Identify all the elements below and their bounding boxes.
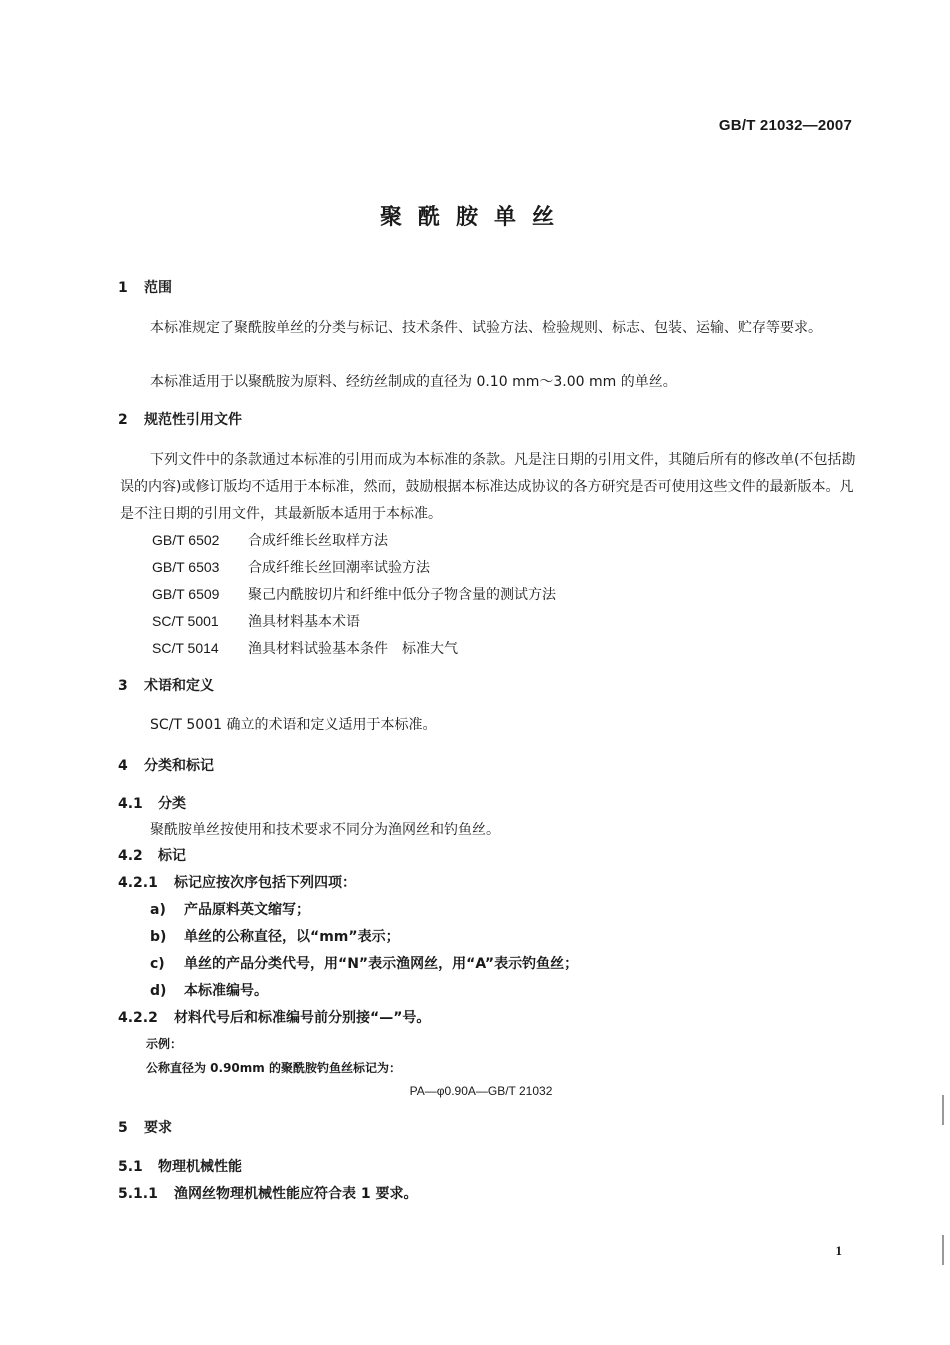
example-code: PA—φ0.90A—GB/T 21032 <box>409 1084 553 1098</box>
section-4-heading: 4 分类和标记 <box>118 758 214 774</box>
section-4-1-paragraph: 聚酰胺单丝按使用和技术要求不同分为渔网丝和钓鱼丝。 <box>150 822 500 838</box>
scan-edge-mark <box>942 1235 944 1265</box>
example-code-line <box>0 1083 950 1099</box>
scan-edge-mark <box>942 1095 944 1125</box>
page-number: 1 <box>835 1243 842 1258</box>
example-label: 示例： <box>146 1037 183 1051</box>
section-4-2-heading: 4.2 标记 <box>118 848 186 864</box>
standard-code: GB/T 21032—2007 <box>718 117 852 134</box>
section-3-heading: 3 术语和定义 <box>118 678 214 694</box>
section-5-heading: 5 要求 <box>118 1120 172 1136</box>
example-text: 公称直径为 0.90mm 的聚酰胺钓鱼丝标记为： <box>146 1061 401 1075</box>
list-item: c) 单丝的产品分类代号，用“N”表示渔网丝，用“A”表示钓鱼丝； <box>150 956 579 972</box>
reference-item: GB/T 6509 聚己内酰胺切片和纤维中低分子物含量的测试方法 <box>152 586 556 603</box>
reference-item: GB/T 6503 合成纤维长丝回潮率试验方法 <box>152 559 430 576</box>
list-item: b) 单丝的公称直径，以“mm”表示； <box>150 929 400 945</box>
section-3-paragraph-1: SC/T 5001 确立的术语和定义适用于本标准。 <box>150 717 437 733</box>
document-title: 聚酰胺单丝 <box>379 205 570 230</box>
section-4-2-2-clause: 4.2.2 材料代号后和标准编号前分别接“—”号。 <box>118 1010 431 1026</box>
section-2-paragraph-1: 下列文件中的条款通过本标准的引用而成为本标准的条款。凡是注日期的引用文件，其随后所有的修改单(不包括勘误的内容)或修订版均不适用于本标准，然而，鼓励根据本标准达成协议的各方研究是否可使用这些文件的最新版本。凡是不注日期的引用文件，其最新版本适用于本标准。 <box>120 452 856 522</box>
reference-item: SC/T 5014 渔具材料试验基本条件 标准大气 <box>152 640 458 657</box>
section-5-1-heading: 5.1 物理机械性能 <box>118 1159 242 1175</box>
section-5-1-1-clause: 5.1.1 渔网丝物理机械性能应符合表 1 要求。 <box>118 1186 418 1202</box>
list-item: a) 产品原料英文缩写； <box>150 902 310 918</box>
section-number: 1 <box>118 280 128 296</box>
section-4-1-heading: 4.1 分类 <box>118 796 186 812</box>
section-4-2-1-clause: 4.2.1 标记应按次序包括下列四项： <box>118 875 356 891</box>
section-title: 范围 <box>144 280 172 296</box>
reference-item: SC/T 5001 渔具材料基本术语 <box>152 613 360 630</box>
section-2-heading: 2 规范性引用文件 <box>118 412 242 428</box>
section-1-paragraph-1: 本标准规定了聚酰胺单丝的分类与标记、技术条件、试验方法、检验规则、标志、包装、运输、贮存等要求。 <box>150 320 822 336</box>
reference-item: GB/T 6502 合成纤维长丝取样方法 <box>152 532 388 549</box>
section-1-heading <box>118 280 950 296</box>
list-item: d) 本标准编号。 <box>150 983 268 999</box>
section-1-paragraph-2: 本标准适用于以聚酰胺为原料、经纺丝制成的直径为 0.10 mm～3.00 mm 的单丝。 <box>150 374 677 390</box>
